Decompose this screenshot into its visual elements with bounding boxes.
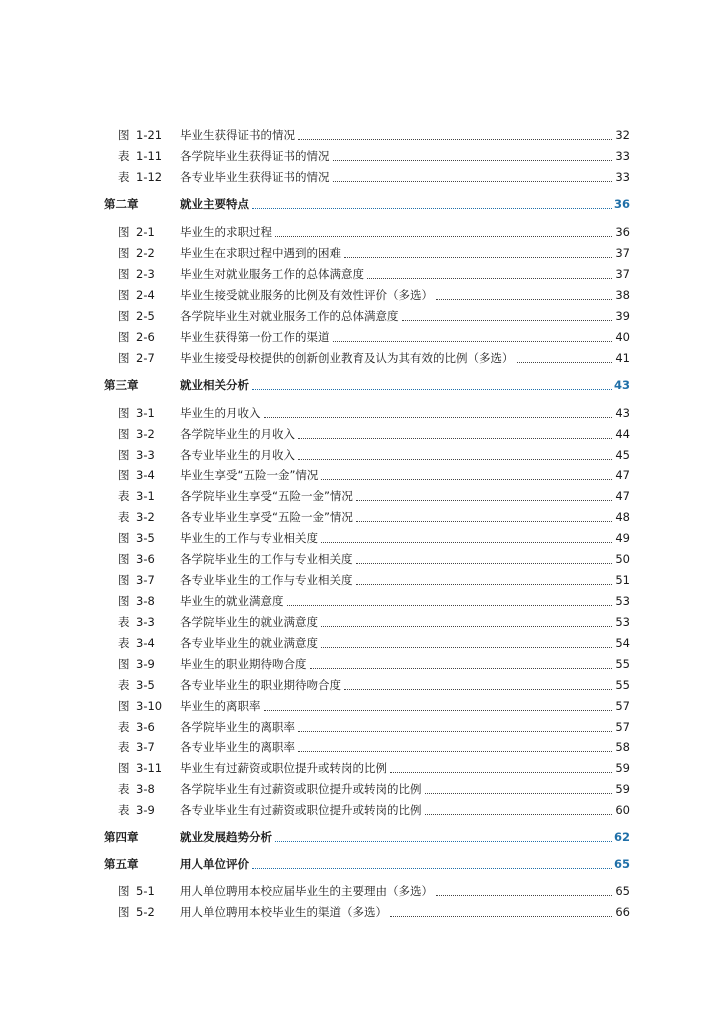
entry-kind: 图 bbox=[118, 351, 130, 365]
dot-leader bbox=[298, 458, 612, 460]
entry-title: 各学院毕业生获得证书的情况 bbox=[180, 149, 330, 163]
toc-entry-label bbox=[104, 677, 180, 693]
dot-leader bbox=[390, 771, 612, 773]
entry-kind: 图 bbox=[118, 594, 130, 608]
entry-title: 就业相关分析 bbox=[180, 378, 249, 392]
toc-entry-label bbox=[104, 350, 180, 366]
toc-entry-label bbox=[104, 856, 180, 872]
dot-leader bbox=[344, 688, 612, 690]
toc-entry[interactable] bbox=[104, 589, 630, 609]
dot-leader bbox=[310, 667, 613, 669]
entry-title: 用人单位聘用本校毕业生的渠道（多选） bbox=[180, 905, 387, 919]
toc-entry[interactable] bbox=[104, 484, 630, 504]
entry-kind: 表 bbox=[118, 678, 130, 692]
dot-leader bbox=[321, 646, 612, 648]
toc-chapter-entry[interactable] bbox=[104, 825, 630, 845]
toc-entry[interactable] bbox=[104, 325, 630, 345]
dot-leader bbox=[298, 730, 612, 732]
page-number: 65 bbox=[615, 884, 630, 898]
toc-entry[interactable] bbox=[104, 401, 630, 421]
dot-leader bbox=[436, 894, 612, 896]
entry-title: 毕业生在求职过程中遇到的困难 bbox=[180, 246, 341, 260]
entry-title: 用人单位聘用本校应届毕业生的主要理由（多选） bbox=[180, 884, 433, 898]
entry-kind: 表 bbox=[118, 170, 130, 184]
entry-kind: 图 bbox=[118, 761, 130, 775]
entry-title: 各专业毕业生的职业期待吻合度 bbox=[180, 678, 341, 692]
dot-leader bbox=[425, 792, 613, 794]
dot-leader bbox=[436, 298, 612, 300]
dot-leader bbox=[356, 499, 612, 501]
dot-leader bbox=[298, 437, 612, 439]
entry-title: 毕业生的月收入 bbox=[180, 406, 261, 420]
entry-title: 各专业毕业生获得证书的情况 bbox=[180, 170, 330, 184]
toc-entry-label bbox=[104, 829, 180, 845]
dot-leader bbox=[367, 277, 612, 279]
toc-entry-label bbox=[104, 719, 180, 735]
page-number: 59 bbox=[615, 782, 630, 796]
page-number: 47 bbox=[615, 489, 630, 503]
dot-leader bbox=[321, 541, 612, 543]
entry-number: 3-9 bbox=[136, 657, 155, 671]
entry-kind: 图 bbox=[118, 573, 130, 587]
chapter-number: 第五章 bbox=[104, 857, 139, 871]
entry-kind: 表 bbox=[118, 489, 130, 503]
page-number: 57 bbox=[615, 699, 630, 713]
entry-number: 3-9 bbox=[136, 803, 155, 817]
page-number: 66 bbox=[615, 905, 630, 919]
entry-title: 各专业毕业生的工作与专业相关度 bbox=[180, 573, 353, 587]
entry-title: 毕业生有过薪资或职位提升或转岗的比例 bbox=[180, 761, 387, 775]
dot-leader bbox=[298, 750, 612, 752]
toc-entry[interactable] bbox=[104, 610, 630, 630]
toc-entry-label bbox=[104, 405, 180, 421]
dot-leader bbox=[321, 625, 612, 627]
page-number: 47 bbox=[615, 468, 630, 482]
dot-leader bbox=[356, 583, 613, 585]
entry-kind: 图 bbox=[118, 128, 130, 142]
page-number: 54 bbox=[615, 636, 630, 650]
toc-entry[interactable] bbox=[104, 144, 630, 164]
toc-entry[interactable] bbox=[104, 798, 630, 818]
toc-entry[interactable] bbox=[104, 220, 630, 240]
page-number: 33 bbox=[615, 149, 630, 163]
toc-entry-label bbox=[104, 447, 180, 463]
toc-entry[interactable] bbox=[104, 283, 630, 303]
entry-number: 3-6 bbox=[136, 720, 155, 734]
entry-title: 各学院毕业生的工作与专业相关度 bbox=[180, 552, 353, 566]
chapter-number: 第三章 bbox=[104, 378, 139, 392]
dot-leader bbox=[264, 709, 613, 711]
toc-entry-label bbox=[104, 635, 180, 651]
entry-title: 毕业生的离职率 bbox=[180, 699, 261, 713]
chapter-number: 第四章 bbox=[104, 830, 139, 844]
toc-entry[interactable] bbox=[104, 777, 630, 797]
toc-entry[interactable] bbox=[104, 304, 630, 324]
toc-entry-label bbox=[104, 509, 180, 525]
entry-number: 2-3 bbox=[136, 267, 155, 281]
page-number: 53 bbox=[615, 594, 630, 608]
toc-entry-label bbox=[104, 266, 180, 282]
dot-leader bbox=[390, 915, 612, 917]
toc-entry-label bbox=[104, 308, 180, 324]
entry-number: 3-5 bbox=[136, 531, 155, 545]
dot-leader bbox=[287, 604, 613, 606]
toc-entry-label bbox=[104, 148, 180, 164]
toc-entry[interactable] bbox=[104, 735, 630, 755]
toc-entry-label bbox=[104, 224, 180, 240]
toc-entry-label bbox=[104, 614, 180, 630]
toc-entry[interactable] bbox=[104, 165, 630, 185]
toc-entry-label bbox=[104, 287, 180, 303]
toc-entry-label bbox=[104, 593, 180, 609]
entry-number: 3-2 bbox=[136, 427, 155, 441]
entry-title: 各学院毕业生的离职率 bbox=[180, 720, 295, 734]
dot-leader bbox=[252, 207, 612, 209]
page-number: 43 bbox=[614, 378, 631, 392]
toc-entry-label bbox=[104, 904, 180, 920]
entry-title: 毕业生的职业期待吻合度 bbox=[180, 657, 307, 671]
entry-number: 3-1 bbox=[136, 489, 155, 503]
entry-title: 各专业毕业生的就业满意度 bbox=[180, 636, 318, 650]
entry-kind: 图 bbox=[118, 309, 130, 323]
page-number: 45 bbox=[615, 448, 630, 462]
toc-entry-label bbox=[104, 169, 180, 185]
page-number: 51 bbox=[615, 573, 630, 587]
page-number: 58 bbox=[615, 740, 630, 754]
entry-kind: 图 bbox=[118, 699, 130, 713]
entry-title: 毕业生接受就业服务的比例及有效性评价（多选） bbox=[180, 288, 433, 302]
entry-title: 各学院毕业生享受“五险一金”情况 bbox=[180, 489, 353, 503]
toc-entry[interactable] bbox=[104, 547, 630, 567]
entry-title: 各专业毕业生有过薪资或职位提升或转岗的比例 bbox=[180, 803, 422, 817]
dot-leader bbox=[517, 361, 613, 363]
entry-kind: 图 bbox=[118, 330, 130, 344]
entry-number: 3-1 bbox=[136, 406, 155, 420]
page-number: 41 bbox=[615, 351, 630, 365]
toc-entry[interactable] bbox=[104, 715, 630, 735]
entry-title: 毕业生对就业服务工作的总体满意度 bbox=[180, 267, 364, 281]
toc-entry-label bbox=[104, 196, 180, 212]
toc-entry-label bbox=[104, 467, 180, 483]
toc-entry[interactable] bbox=[104, 900, 630, 920]
dot-leader bbox=[333, 340, 613, 342]
page-number: 40 bbox=[615, 330, 630, 344]
page-number: 62 bbox=[614, 830, 631, 844]
entry-kind: 表 bbox=[118, 782, 130, 796]
page-number: 39 bbox=[615, 309, 630, 323]
dot-leader bbox=[333, 159, 613, 161]
page-number: 50 bbox=[615, 552, 630, 566]
dot-leader bbox=[356, 520, 612, 522]
toc-entry-label bbox=[104, 426, 180, 442]
entry-title: 各专业毕业生的离职率 bbox=[180, 740, 295, 754]
toc-entry-label bbox=[104, 530, 180, 546]
entry-kind: 图 bbox=[118, 905, 130, 919]
toc-entry[interactable] bbox=[104, 673, 630, 693]
toc-entry[interactable] bbox=[104, 568, 630, 588]
dot-leader bbox=[333, 180, 613, 182]
page-number: 37 bbox=[615, 267, 630, 281]
toc-entry[interactable] bbox=[104, 422, 630, 442]
toc-entry[interactable] bbox=[104, 652, 630, 672]
dot-leader bbox=[252, 388, 612, 390]
toc-entry[interactable] bbox=[104, 463, 630, 483]
entry-number: 5-1 bbox=[136, 884, 155, 898]
toc-entry-label bbox=[104, 802, 180, 818]
page-number: 55 bbox=[615, 657, 630, 671]
entry-number: 3-8 bbox=[136, 782, 155, 796]
page-number: 36 bbox=[614, 197, 631, 211]
toc-entry-label bbox=[104, 127, 180, 143]
entry-number: 5-2 bbox=[136, 905, 155, 919]
entry-number: 3-3 bbox=[136, 615, 155, 629]
entry-kind: 表 bbox=[118, 803, 130, 817]
entry-number: 1-12 bbox=[136, 170, 163, 184]
entry-title: 毕业生的工作与专业相关度 bbox=[180, 531, 318, 545]
dot-leader bbox=[344, 256, 612, 258]
dot-leader bbox=[264, 416, 613, 418]
entry-title: 毕业生的就业满意度 bbox=[180, 594, 284, 608]
entry-number: 3-6 bbox=[136, 552, 155, 566]
entry-number: 2-2 bbox=[136, 246, 155, 260]
toc-entry-label bbox=[104, 245, 180, 261]
entry-kind: 表 bbox=[118, 740, 130, 754]
entry-title: 各学院毕业生的月收入 bbox=[180, 427, 295, 441]
dot-leader bbox=[275, 840, 612, 842]
dot-leader bbox=[425, 813, 613, 815]
entry-title: 各学院毕业生的就业满意度 bbox=[180, 615, 318, 629]
toc-chapter-entry[interactable] bbox=[104, 852, 630, 872]
entry-kind: 图 bbox=[118, 552, 130, 566]
entry-title: 各学院毕业生有过薪资或职位提升或转岗的比例 bbox=[180, 782, 422, 796]
page-number: 37 bbox=[615, 246, 630, 260]
page-number: 55 bbox=[615, 678, 630, 692]
chapter-number: 第二章 bbox=[104, 197, 139, 211]
page-number: 53 bbox=[615, 615, 630, 629]
entry-kind: 表 bbox=[118, 149, 130, 163]
page-number: 59 bbox=[615, 761, 630, 775]
toc-entry-label bbox=[104, 488, 180, 504]
toc-entry-label bbox=[104, 760, 180, 776]
entry-kind: 图 bbox=[118, 225, 130, 239]
toc-entry-label bbox=[104, 883, 180, 899]
entry-title: 用人单位评价 bbox=[180, 857, 249, 871]
entry-number: 3-7 bbox=[136, 573, 155, 587]
page-number: 48 bbox=[615, 510, 630, 524]
toc-entry-label bbox=[104, 551, 180, 567]
page-number: 32 bbox=[615, 128, 630, 142]
entry-title: 各学院毕业生对就业服务工作的总体满意度 bbox=[180, 309, 399, 323]
toc-entry-label bbox=[104, 698, 180, 714]
toc-entry[interactable] bbox=[104, 346, 630, 366]
dot-leader bbox=[252, 867, 612, 869]
entry-number: 3-2 bbox=[136, 510, 155, 524]
page-number: 43 bbox=[615, 406, 630, 420]
toc-entry-label bbox=[104, 781, 180, 797]
toc-entry-label bbox=[104, 572, 180, 588]
entry-number: 3-8 bbox=[136, 594, 155, 608]
entry-title: 各专业毕业生享受“五险一金”情况 bbox=[180, 510, 353, 524]
toc-chapter-entry[interactable] bbox=[104, 192, 630, 212]
page-number: 44 bbox=[615, 427, 630, 441]
entry-kind: 图 bbox=[118, 427, 130, 441]
page-number: 57 bbox=[615, 720, 630, 734]
entry-number: 3-10 bbox=[136, 699, 163, 713]
toc-entry[interactable] bbox=[104, 443, 630, 463]
toc-entry-label bbox=[104, 329, 180, 345]
entry-kind: 表 bbox=[118, 615, 130, 629]
entry-number: 3-11 bbox=[136, 761, 163, 775]
dot-leader bbox=[321, 478, 612, 480]
entry-number: 3-7 bbox=[136, 740, 155, 754]
entry-title: 毕业生的求职过程 bbox=[180, 225, 272, 239]
toc-chapter-entry[interactable] bbox=[104, 373, 630, 393]
dot-leader bbox=[402, 319, 613, 321]
entry-kind: 图 bbox=[118, 468, 130, 482]
page-number: 60 bbox=[615, 803, 630, 817]
toc-entry[interactable] bbox=[104, 879, 630, 899]
page-number: 36 bbox=[615, 225, 630, 239]
entry-kind: 图 bbox=[118, 448, 130, 462]
entry-kind: 图 bbox=[118, 884, 130, 898]
dot-leader bbox=[356, 562, 613, 564]
toc-entry[interactable] bbox=[104, 241, 630, 261]
entry-title: 毕业生享受“五险一金”情况 bbox=[180, 468, 319, 482]
page-number: 33 bbox=[615, 170, 630, 184]
entry-number: 2-4 bbox=[136, 288, 155, 302]
page-number: 49 bbox=[615, 531, 630, 545]
toc-entry-label bbox=[104, 739, 180, 755]
entry-number: 1-21 bbox=[136, 128, 163, 142]
entry-kind: 图 bbox=[118, 657, 130, 671]
entry-title: 毕业生接受母校提供的创新创业教育及认为其有效的比例（多选） bbox=[180, 351, 514, 365]
entry-kind: 图 bbox=[118, 531, 130, 545]
entry-title: 就业发展趋势分析 bbox=[180, 830, 272, 844]
toc-entry[interactable] bbox=[104, 631, 630, 651]
toc-entry[interactable] bbox=[104, 756, 630, 776]
entry-kind: 图 bbox=[118, 288, 130, 302]
entry-kind: 表 bbox=[118, 510, 130, 524]
toc-entry[interactable] bbox=[104, 694, 630, 714]
entry-number: 2-5 bbox=[136, 309, 155, 323]
entry-kind: 表 bbox=[118, 720, 130, 734]
toc-entry[interactable] bbox=[104, 262, 630, 282]
entry-title: 毕业生获得第一份工作的渠道 bbox=[180, 330, 330, 344]
entry-number: 2-7 bbox=[136, 351, 155, 365]
page-number: 38 bbox=[615, 288, 630, 302]
dot-leader bbox=[275, 235, 612, 237]
entry-number: 2-1 bbox=[136, 225, 155, 239]
toc-entry[interactable] bbox=[104, 526, 630, 546]
entry-title: 各专业毕业生的月收入 bbox=[180, 448, 295, 462]
entry-number: 3-5 bbox=[136, 678, 155, 692]
entry-kind: 图 bbox=[118, 406, 130, 420]
toc-entry-label bbox=[104, 656, 180, 672]
entry-kind: 表 bbox=[118, 636, 130, 650]
entry-title: 就业主要特点 bbox=[180, 197, 249, 211]
page-number: 65 bbox=[614, 857, 631, 871]
entry-kind: 图 bbox=[118, 246, 130, 260]
entry-number: 3-4 bbox=[136, 636, 155, 650]
entry-number: 2-6 bbox=[136, 330, 155, 344]
toc-entry[interactable] bbox=[104, 123, 630, 143]
entry-number: 3-3 bbox=[136, 448, 155, 462]
dot-leader bbox=[298, 138, 612, 140]
entry-kind: 图 bbox=[118, 267, 130, 281]
toc-entry[interactable] bbox=[104, 505, 630, 525]
entry-number: 1-11 bbox=[136, 149, 163, 163]
entry-number: 3-4 bbox=[136, 468, 155, 482]
entry-title: 毕业生获得证书的情况 bbox=[180, 128, 295, 142]
toc-entry-label bbox=[104, 377, 180, 393]
